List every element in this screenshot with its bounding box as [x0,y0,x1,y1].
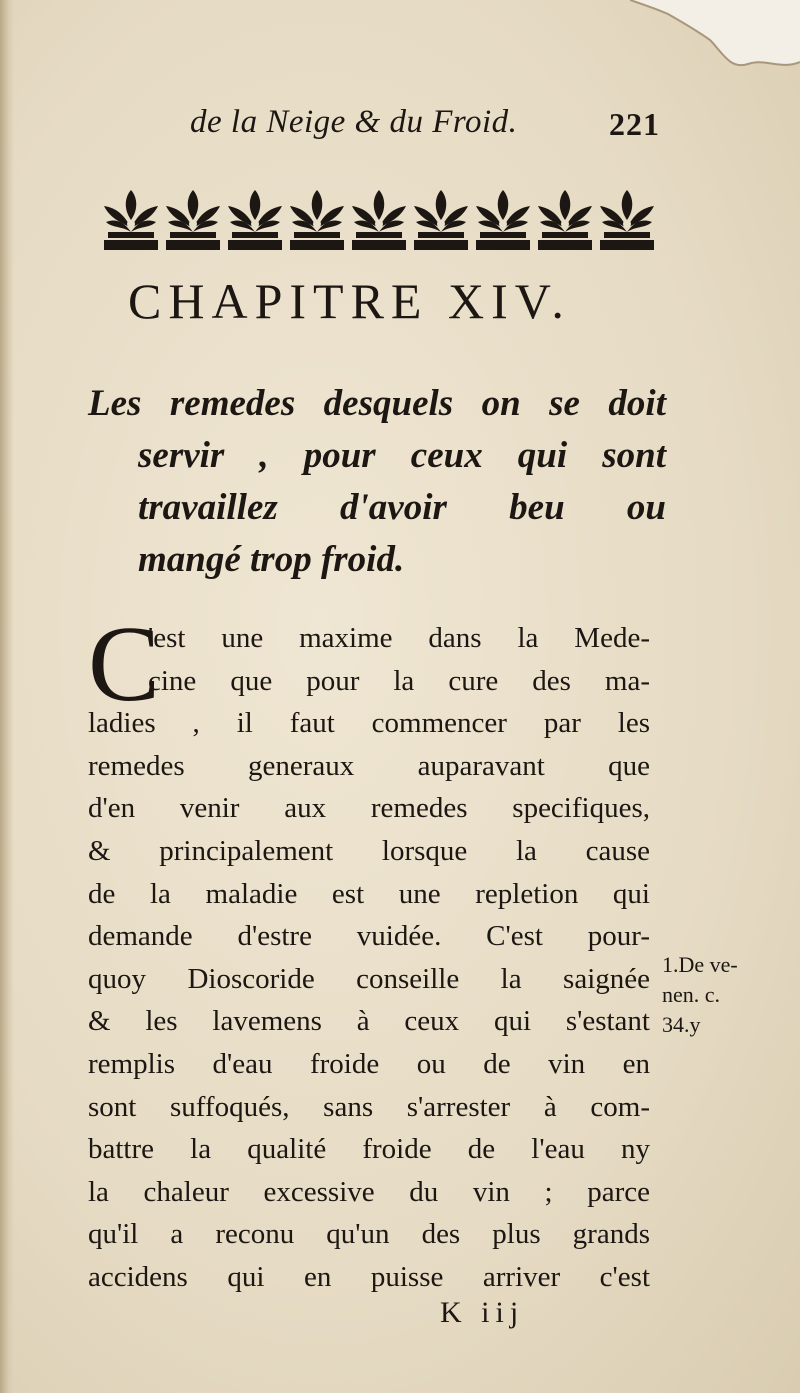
chapter-subtitle [88,378,666,586]
marginal-note-line: 1.De ve- [662,952,738,977]
text-line: remplis d'eau froide ou de vin en [88,1047,650,1080]
text-line: cine que pour la cure des ma- [148,664,650,697]
drop-cap: C [88,605,161,724]
page-gutter-edge [0,0,14,1393]
torn-corner [630,0,800,80]
text-line: la chaleur excessive du vin ; parce [88,1175,650,1208]
text-line: battre la qualité froide de l'eau ny [88,1133,650,1166]
marginal-note-line: 34.y [662,1012,701,1037]
text-line: demande d'estre vuidée. C'est pour- [88,920,650,953]
subtitle-line: travaillez d'avoir beu ou [138,487,666,528]
subtitle-line: servir , pour ceux qui sont [138,435,666,476]
text-line: remedes generaux auparavant que [88,749,650,782]
text-line: & les lavemens à ceux qui s'estant [88,1005,650,1038]
text-line: sont suffoqués, sans s'arrester à com- [88,1090,650,1123]
text-line: quoy Dioscoride conseille la saignée [88,962,650,995]
text-line: de la maladie est une repletion qui [88,877,650,910]
text-line: ladies , il faut commencer par les [88,707,650,740]
chapter-title: CHAPITRE XIV. [128,273,571,329]
subtitle-line: Les remedes desquels on se doit [88,383,666,424]
marginal-note-line: nen. c. [662,982,721,1007]
printer-ornament-band [102,188,662,254]
body-paragraph [88,605,650,1299]
text-line: qu'il a reconu qu'un des plus grands [88,1218,650,1251]
signature-mark: K iij [440,1296,525,1329]
page-number: 221 [609,106,660,142]
running-title: de la Neige & du Froid. [190,104,518,140]
subtitle-line: mangé trop froid. [138,539,405,580]
running-header [190,100,660,146]
text-line: 'est une maxime dans la Mede- [148,622,650,654]
marginal-note [662,950,782,1040]
text-line: d'en venir aux remedes specifiques, [88,792,650,825]
text-line: accidens qui en puisse arriver c'est [88,1260,650,1293]
text-line: & principalement lorsque la cause [88,834,650,867]
